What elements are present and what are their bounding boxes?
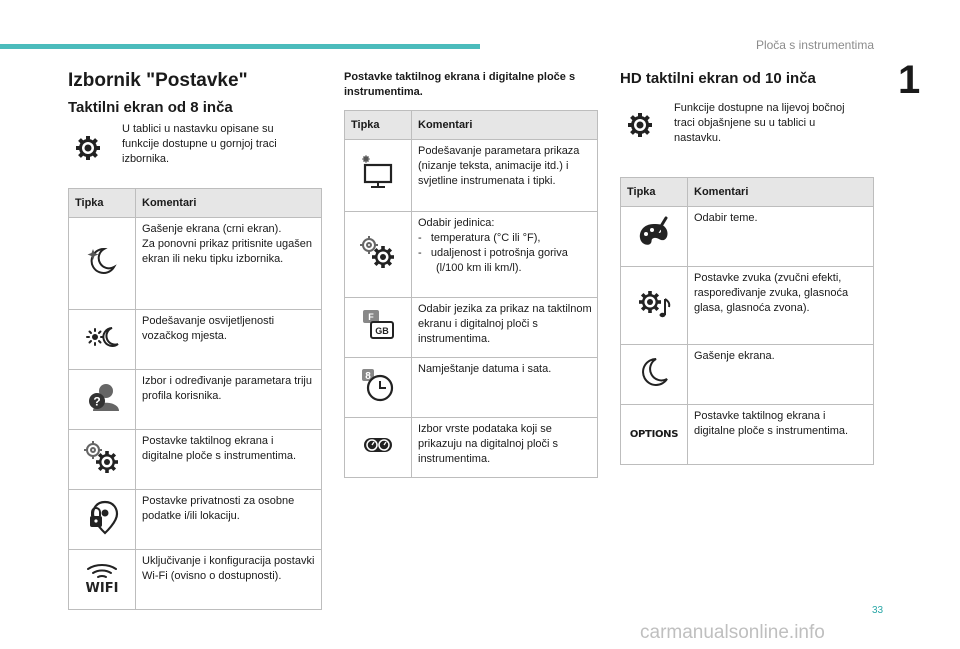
options-label: OPTIONS xyxy=(629,429,679,440)
table-row xyxy=(345,140,598,212)
table-row xyxy=(345,212,598,298)
screen-off-moon-icon xyxy=(621,345,688,405)
page-number: 33 xyxy=(872,605,884,616)
date-time-clock-icon xyxy=(345,358,412,418)
row-comment: Postavke privatnosti za osobne podatke i/ili lokaciju. xyxy=(136,490,322,550)
chapter-number: 1 xyxy=(898,58,921,102)
table-row xyxy=(345,358,598,418)
screen-off-moon-icon xyxy=(69,218,136,310)
palette-theme-icon xyxy=(621,207,688,267)
table-row xyxy=(69,310,322,370)
row-comment: Postavke taktilnog ekrana i digitalne ploče s instrumentima. xyxy=(688,405,874,465)
intro-text: Funkcije dostupne na lijevoj bočnoj traci objašnjene su u tablici u nastavku. xyxy=(674,102,845,144)
settings-table-10inch xyxy=(620,177,874,465)
row-comment: Uključivanje i konfiguracija postavki Wi-Fi (ovisno o dostupnosti). xyxy=(136,550,322,610)
table-row xyxy=(621,207,874,267)
row-comment: Namještanje datuma i sata. xyxy=(412,358,598,418)
left-column xyxy=(68,70,324,610)
middle-column xyxy=(344,70,600,478)
row-comment: Postavke taktilnog ekrana i digitalne ploče s instrumentima. xyxy=(136,430,322,490)
profile-question-icon xyxy=(69,370,136,430)
calendar-day-label: 8 xyxy=(365,371,371,382)
section-title-8inch: Taktilni ekran od 8 inča xyxy=(68,99,233,116)
table-row xyxy=(345,298,598,358)
options-label-icon xyxy=(621,405,688,465)
table-row xyxy=(345,418,598,478)
list-item: - temperatura (°C ili °F), xyxy=(418,232,541,244)
table-row xyxy=(621,267,874,345)
wifi-icon-label: WIFI xyxy=(85,581,119,596)
intro-text: U tablici u nastavku opisane su funkcije dostupne u gornjoj traci izbornika. xyxy=(122,123,277,165)
row-comment: Gašenje ekrana. xyxy=(688,345,874,405)
row-comment: Odabir jezika za prikaz na taktilnom ekranu i digitalnoj ploči s instrumentima. xyxy=(412,298,598,358)
watermark: carmanualsonline.info xyxy=(640,622,825,643)
row-comment: Odabir teme. xyxy=(688,207,874,267)
sound-gear-note-icon xyxy=(621,267,688,345)
settings-gear-icon xyxy=(68,128,108,168)
table-row xyxy=(69,550,322,610)
page-title: Izbornik "Postavke" xyxy=(68,70,248,91)
intro-10inch xyxy=(620,101,876,146)
column-header-komentari: Komentari xyxy=(412,111,598,140)
settings-gear-icon xyxy=(620,105,660,145)
units-intro: Odabir jedinica: xyxy=(418,217,495,229)
table-row xyxy=(621,405,874,465)
row-comment: Izbor vrste podataka koji se prikazuju na digitalnoj ploči s instrumentima. xyxy=(412,418,598,478)
header-section-title: Ploča s instrumentima xyxy=(755,38,874,52)
table-row xyxy=(69,430,322,490)
row-comment: Izbor i određivanje parametara triju profila korisnika. xyxy=(136,370,322,430)
table-row xyxy=(621,345,874,405)
row-comment: Postavke zvuka (zvučni efekti, raspoređivanje zvuka, glasnoća glasa, glasnoća zvona). xyxy=(688,267,874,345)
display-brightness-icon xyxy=(345,140,412,212)
row-comment xyxy=(412,212,598,298)
wifi-icon xyxy=(69,550,136,610)
column-header-komentari: Komentari xyxy=(136,189,322,218)
column-header-komentari: Komentari xyxy=(688,178,874,207)
sun-moon-brightness-icon xyxy=(69,310,136,370)
language-flags-icon xyxy=(345,298,412,358)
data-type-gauges-icon xyxy=(345,418,412,478)
row-comment: Podešavanje parametara prikaza (nizanje teksta, animacije itd.) i svjetline instrumenata i tipki. xyxy=(412,140,598,212)
right-column xyxy=(620,70,876,465)
row-comment: Gašenje ekrana (crni ekran). Za ponovni prikaz pritisnite ugašen ekran ili neku tipku izbornika. xyxy=(136,218,322,310)
middle-heading: Postavke taktilnog ekrana i digitalne ploče s instrumentima. xyxy=(344,71,576,98)
table-row xyxy=(69,370,322,430)
column-header-tipka: Tipka xyxy=(621,178,688,207)
privacy-lock-pin-icon xyxy=(69,490,136,550)
section-title-10inch: HD taktilni ekran od 10 inča xyxy=(620,70,816,87)
intro-8inch xyxy=(68,122,324,168)
settings-table-8inch xyxy=(68,188,322,610)
units-list xyxy=(418,231,593,276)
table-row xyxy=(69,490,322,550)
units-gear-icon xyxy=(345,212,412,298)
svg-text:?: ? xyxy=(93,394,101,409)
header-accent-bar xyxy=(0,44,480,49)
table-row xyxy=(69,218,322,310)
list-item: - udaljenost i potrošnja goriva (l/100 km ili km/l). xyxy=(418,247,568,274)
language-flag-label-f: F xyxy=(368,312,374,322)
touchscreen-settings-table xyxy=(344,110,598,478)
column-header-tipka: Tipka xyxy=(345,111,412,140)
language-flag-label-gb: GB xyxy=(375,326,389,336)
column-header-tipka: Tipka xyxy=(69,189,136,218)
row-comment: Podešavanje osvijetljenosti vozačkog mjesta. xyxy=(136,310,322,370)
double-gear-icon xyxy=(69,430,136,490)
